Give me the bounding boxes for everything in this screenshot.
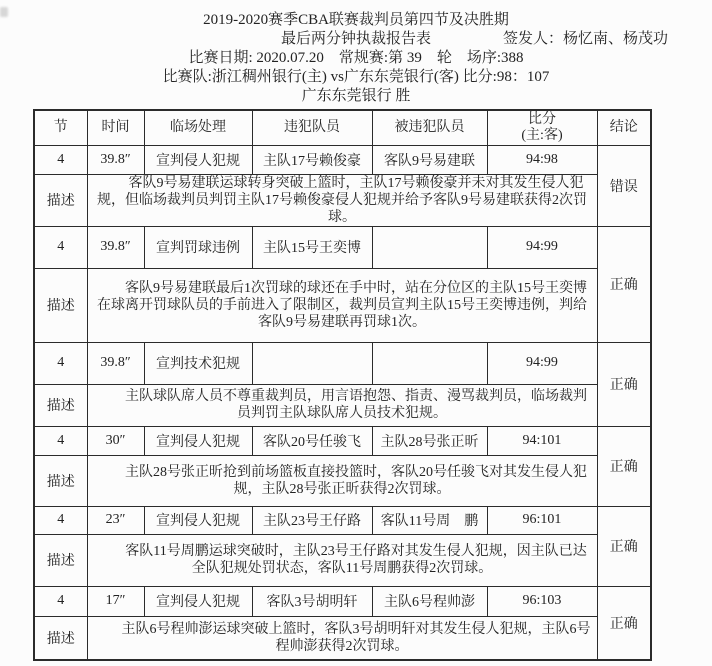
header-offender: 违犯队员 [252,110,372,145]
match-teams-line: 比赛队:浙江稠州银行(主) vs广东东莞银行(客) 比分:98：107 [162,69,550,85]
table-header-row [34,110,651,145]
report-header [0,0,712,106]
event-row [34,145,651,174]
description-row [34,384,651,426]
score-cell: 94:101 [487,426,597,455]
quarter-cell: 4 [34,226,87,268]
conclusion-cell: 错误 [597,145,651,226]
description-text: 客队9号易建联最后1次罚球的球还在手中时，站在分位区的主队15号王奕博在球离开罚球队员的手前进入了限制区，裁判员宣判主队15号王奕博违例，判给客队9号易建联再罚球1次。 [87,268,597,342]
match-info-line: 比赛日期: 2020.07.20 常规赛:第 39 轮 场序:388 [188,50,524,66]
score-cell: 94:99 [487,226,597,268]
victim-cell [372,342,487,384]
header-score-line1: 比分 [528,111,556,127]
time-cell: 17″ [87,586,144,616]
offender-cell: 主队23号王仔路 [252,506,372,534]
victim-cell: 客队9号易建联 [372,145,487,174]
victim-cell [372,226,487,268]
event-row [34,426,651,455]
quarter-cell: 4 [34,342,87,384]
description-text: 主队6号程帅澎运球突破上篮时，客队3号胡明轩对其发生侵人犯规，主队6号程帅澎获得2次罚球。 [87,616,597,660]
header-quarter: 节 [34,110,87,145]
offender-cell: 主队17号赖俊豪 [252,145,372,174]
quarter-cell: 4 [34,506,87,534]
header-conclusion: 结论 [597,110,651,145]
victim-cell: 主队6号程帅澎 [372,586,487,616]
score-cell: 96:103 [487,586,597,616]
description-text: 主队球队席人员不尊重裁判员，用言语抱怨、指责、漫骂裁判员，临场裁判员判罚主队球队席人员技术犯规。 [87,384,597,426]
handling-cell: 宣判侵人犯规 [144,586,252,616]
description-text: 客队11号周鹏运球突破时，主队23号王仔路对其发生侵人犯规，因主队已达全队犯规处罚状态，客队11号周鹏获得2次罚球。 [87,534,597,586]
offender-cell [252,342,372,384]
incident-table [33,109,652,661]
quarter-cell: 4 [34,426,87,455]
header-victim: 被违犯队员 [372,110,487,145]
description-label: 描述 [34,616,87,660]
victim-cell: 主队28号张正昕 [372,426,487,455]
event-row [34,342,651,384]
description-label: 描述 [34,384,87,426]
time-cell: 23″ [87,506,144,534]
description-label: 描述 [34,534,87,586]
handling-cell: 宣判技术犯规 [144,342,252,384]
description-row [34,268,651,342]
conclusion-cell: 正确 [597,426,651,506]
conclusion-cell: 正确 [597,506,651,586]
description-label: 描述 [34,455,87,506]
header-handling: 临场处理 [144,110,252,145]
description-row [34,616,651,660]
scan-artifact [0,7,8,17]
quarter-cell: 4 [34,145,87,174]
offender-cell: 客队3号胡明轩 [252,586,372,616]
time-cell: 39.8″ [87,226,144,268]
event-row [34,506,651,534]
score-cell: 96:101 [487,506,597,534]
conclusion-cell: 正确 [597,342,651,426]
report-subtitle: 最后两分钟执裁报告表 [280,31,431,47]
quarter-cell: 4 [34,586,87,616]
description-label: 描述 [34,268,87,342]
header-time: 时间 [87,110,144,145]
event-row [34,586,651,616]
header-score [487,110,597,145]
description-row [34,455,651,506]
report-title: 2019-2020赛季CBA联赛裁判员第四节及决胜期 [203,12,509,28]
report-subtitle-row [0,30,712,49]
description-row [34,174,651,226]
handling-cell: 宣判侵人犯规 [144,426,252,455]
score-cell: 94:98 [487,145,597,174]
offender-cell: 主队15号王奕博 [252,226,372,268]
description-row [34,534,651,586]
handling-cell: 宣判罚球违例 [144,226,252,268]
victim-cell: 客队11号周 鹏 [372,506,487,534]
description-text: 主队28号张正昕抢到前场篮板直接投篮时，客队20号任骏飞对其发生侵人犯规，主队28号张正昕获得2次罚球。 [87,455,597,506]
time-cell: 39.8″ [87,342,144,384]
handling-cell: 宣判侵人犯规 [144,506,252,534]
description-text: 客队9号易建联运球转身突破上篮时，主队17号赖俊豪并未对其发生侵人犯规，但临场裁判员判罚主队17号赖俊豪侵人犯规并给予客队9号易建联获得2次罚球。 [87,174,597,226]
time-cell: 39.8″ [87,145,144,174]
signer-line: 签发人：杨忆南、杨茂功 [502,31,668,47]
conclusion-cell: 正确 [597,586,651,660]
offender-cell: 客队20号任骏飞 [252,426,372,455]
header-score-line2: (主:客) [521,127,563,143]
score-cell: 94:99 [487,342,597,384]
event-row [34,226,651,268]
match-result-line: 广东东莞银行 胜 [301,88,411,104]
handling-cell: 宣判侵人犯规 [144,145,252,174]
conclusion-cell: 正确 [597,226,651,342]
time-cell: 30″ [87,426,144,455]
description-label: 描述 [34,174,87,226]
